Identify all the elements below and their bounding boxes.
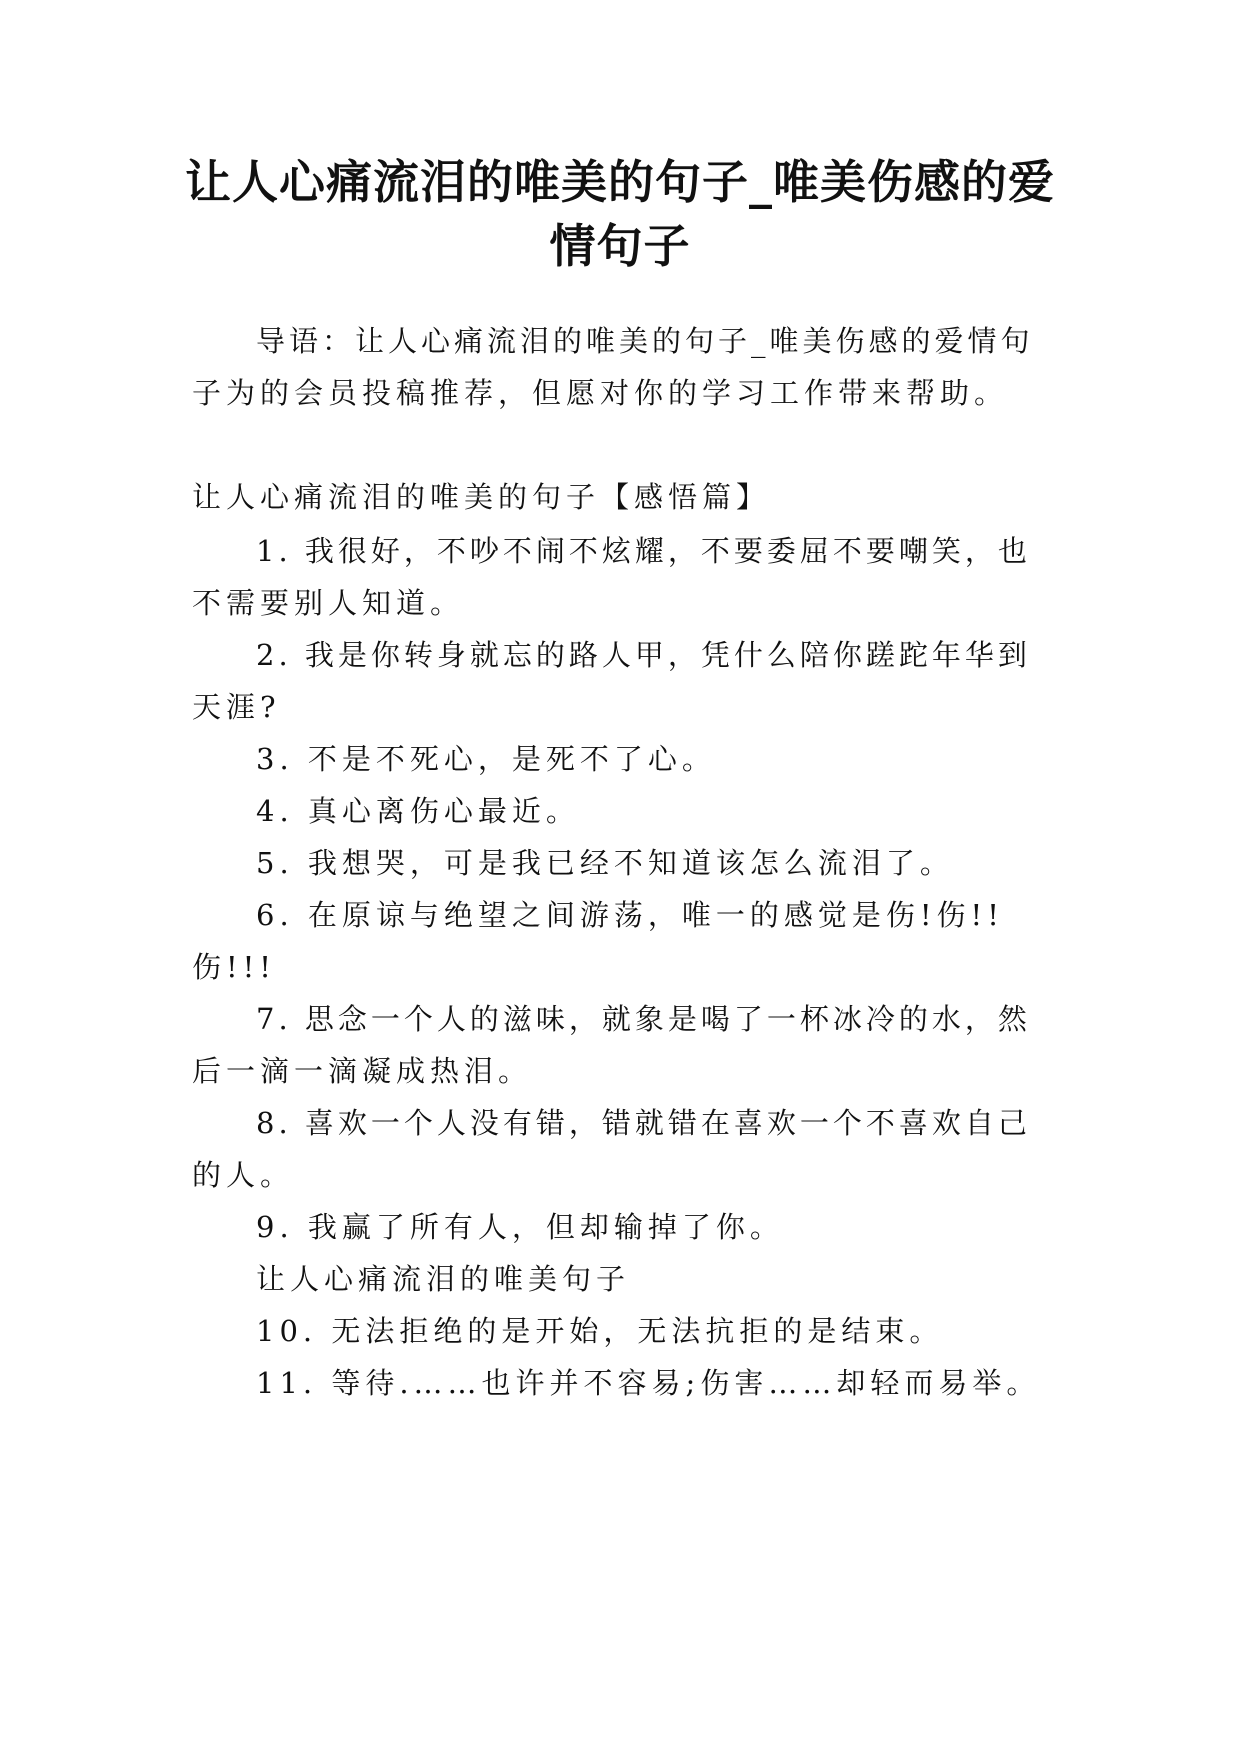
list-item: 11. 等待.……也许并不容易;伤害……却轻而易举。 [256,1366,1041,1400]
list-item: 2. 我是你转身就忘的路人甲，凭什么陪你蹉跎年华到 [256,638,1031,672]
list-item: 8. 喜欢一个人没有错，错就错在喜欢一个不喜欢自己 [256,1106,1031,1140]
list-item: 5. 我想哭，可是我已经不知道该怎么流泪了。 [256,846,954,880]
list-item-continuation: 的人。 [192,1158,295,1192]
document-title [180,150,1060,278]
title-line: 让人心痛流泪的唯美的句子_唯美伤感的爱 [185,155,1055,209]
list-item-continuation: 后一滴一滴凝成热泪。 [192,1054,533,1088]
list-item: 1. 我很好，不吵不闹不炫耀，不要委屈不要嘲笑，也 [256,534,1031,568]
list-item: 10. 无法拒绝的是开始，无法抗拒的是结束。 [256,1314,944,1348]
list-item: 6. 在原谅与绝望之间游荡，唯一的感觉是伤!伤!! [256,898,1004,932]
list-item-continuation: 伤!!! [192,950,276,984]
list-item: 9. 我赢了所有人，但却输掉了你。 [256,1210,784,1244]
intro-line: 导语：让人心痛流泪的唯美的句子_唯美伤感的爱情句 [256,324,1034,358]
list-item-continuation: 不需要别人知道。 [192,586,465,620]
list-item: 7. 思念一个人的滋味，就象是喝了一杯冰冷的水，然 [256,1002,1031,1036]
title-line: 情句子 [549,219,691,273]
section-heading: 让人心痛流泪的唯美句子 [256,1262,631,1296]
list-item-continuation: 天涯? [192,690,281,724]
intro-line: 子为的会员投稿推荐，但愿对你的学习工作带来帮助。 [192,376,1009,410]
list-item: 3. 不是不死心，是死不了心。 [256,742,716,776]
section-heading: 让人心痛流泪的唯美的句子【感悟篇】 [192,480,771,514]
list-item: 4. 真心离伤心最近。 [256,794,580,828]
